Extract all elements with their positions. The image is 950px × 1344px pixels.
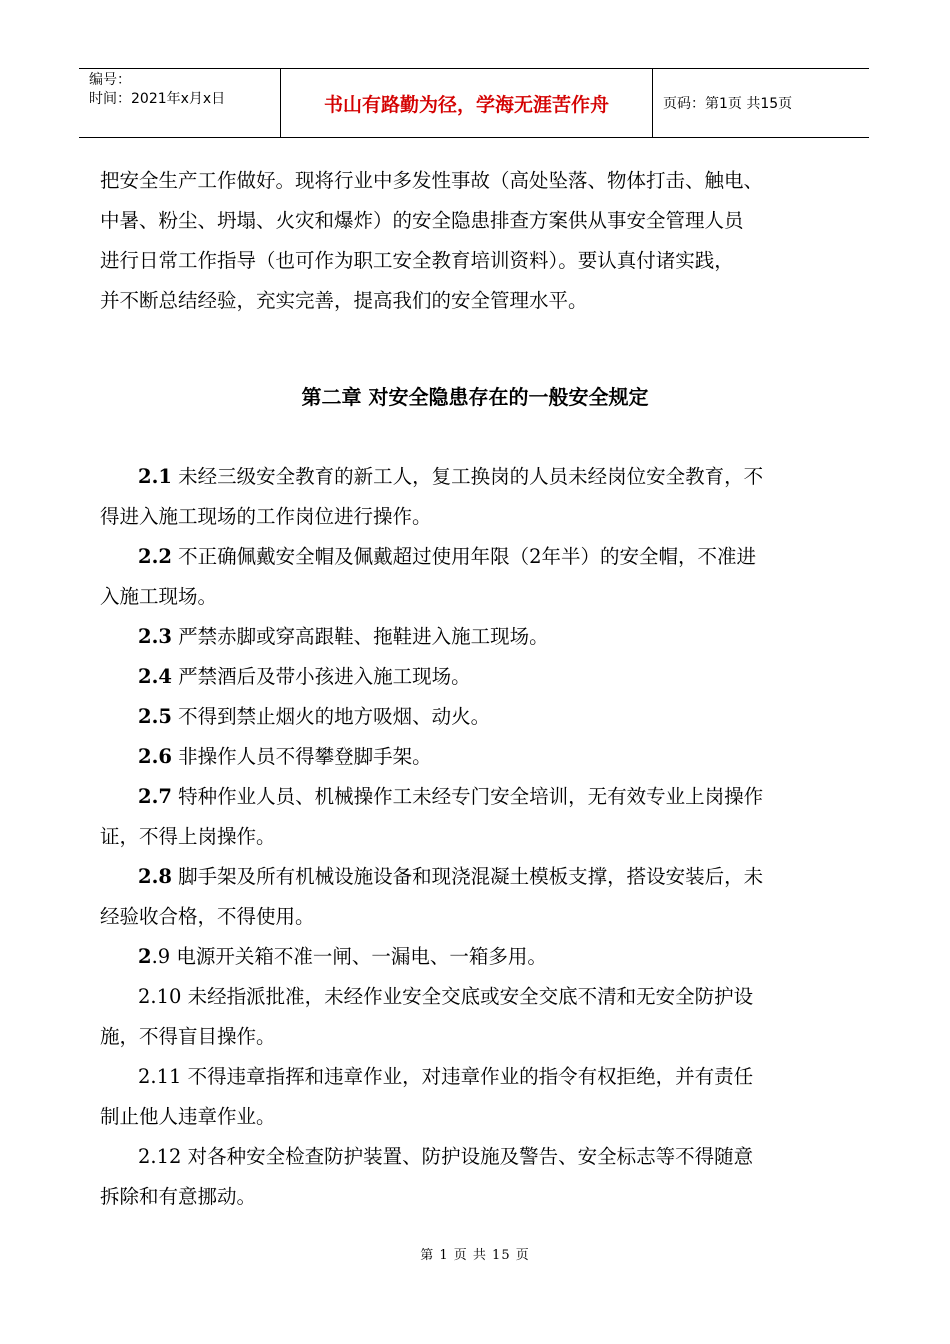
rule-number: 2.12 [138,1145,182,1168]
rule-2-10 [100,977,840,1017]
rule-number: 2.3 [138,625,172,648]
intro-line: 中暑、粉尘、坍塌、火灾和爆炸）的安全隐患排查方案供从事安全管理人员 [100,209,744,232]
rule-text: 电源开关箱不准一闸、一漏电、一箱多用。 [176,945,547,968]
rule-text: 未经三级安全教育的新工人，复工换岗的人员未经岗位安全教育，不 [178,465,764,488]
chapter-title: 第二章 对安全隐患存在的一般安全规定 [301,385,649,409]
rule-2-5 [100,697,840,737]
rule-2-10-cont: 施，不得盲目操作。 [100,1025,276,1048]
rule-2-3 [100,617,840,657]
rule-2-1-cont: 得进入施工现场的工作岗位进行操作。 [100,505,432,528]
header-page-info: 页码：第1页 共15页 [663,96,793,112]
rule-2-9 [100,937,840,977]
rule-2-7-cont: 证，不得上岗操作。 [100,825,276,848]
rule-2-2-cont: 入施工现场。 [100,585,218,608]
rule-2-2 [100,537,840,577]
rule-2-12-cont: 拆除和有意挪动。 [100,1185,257,1208]
rule-number: 2.6 [138,745,172,768]
rule-2-4 [100,657,840,697]
rule-text: 非操作人员不得攀登脚手架。 [178,745,432,768]
rules-list [100,457,840,1217]
rule-2-12 [100,1137,840,1177]
header-motto: 书山有路勤为径，学海无涯苦作舟 [281,69,653,137]
page-footer: 第 1 页 共 15 页 [420,1248,530,1263]
intro-paragraph [100,161,840,321]
rule-text: 特种作业人员、机械操作工未经专门安全培训，无有效专业上岗操作 [178,785,764,808]
intro-line: 进行日常工作指导（也可作为职工安全教育培训资料）。要认真付诸实践， [100,249,734,272]
rule-number: 2.11 [138,1065,182,1088]
rule-number: 2.5 [138,705,172,728]
rule-number-bold-part: 2 [138,945,152,968]
rule-text: 脚手架及所有机械设施设备和现浇混凝土模板支撑，搭设安装后，未 [178,865,764,888]
time-label: 时间：2021年x月x日 [89,91,226,107]
rule-text: 严禁赤脚或穿高跟鞋、拖鞋进入施工现场。 [178,625,549,648]
rule-text: 严禁酒后及带小孩进入施工现场。 [178,665,471,688]
rule-2-11-cont: 制止他人违章作业。 [100,1105,276,1128]
rule-number: 2.10 [138,985,182,1008]
rule-number-rest: .9 [151,945,171,968]
rule-number: 2.1 [138,465,172,488]
intro-line: 把安全生产工作做好。现将行业中多发性事故（高处坠落、物体打击、触电、 [100,169,764,192]
rule-2-6 [100,737,840,777]
rule-2-1 [100,457,840,497]
rule-text: 未经指派批准，未经作业安全交底或安全交底不清和无安全防护设 [187,985,754,1008]
rule-text: 不得到禁止烟火的地方吸烟、动火。 [178,705,491,728]
rule-2-8-cont: 经验收合格，不得使用。 [100,905,315,928]
rule-2-7 [100,777,840,817]
rule-2-11 [100,1057,840,1097]
rule-text: 对各种安全检查防护装置、防护设施及警告、安全标志等不得随意 [187,1145,754,1168]
number-label: 编号： [89,72,131,88]
rule-number: 2.4 [138,665,172,688]
rule-2-8 [100,857,840,897]
rule-number: 2.8 [138,865,172,888]
rule-number: 2.7 [138,785,172,808]
rule-number: 2.2 [138,545,172,568]
rule-text: 不得违章指挥和违章作业，对违章作业的指令有权拒绝，并有责任 [187,1065,754,1088]
intro-line: 并不断总结经验，充实完善，提高我们的安全管理水平。 [100,289,588,312]
rule-text: 不正确佩戴安全帽及佩戴超过使用年限（2年半）的安全帽，不准进 [178,545,757,568]
document-header [79,68,869,138]
header-meta [79,69,281,137]
